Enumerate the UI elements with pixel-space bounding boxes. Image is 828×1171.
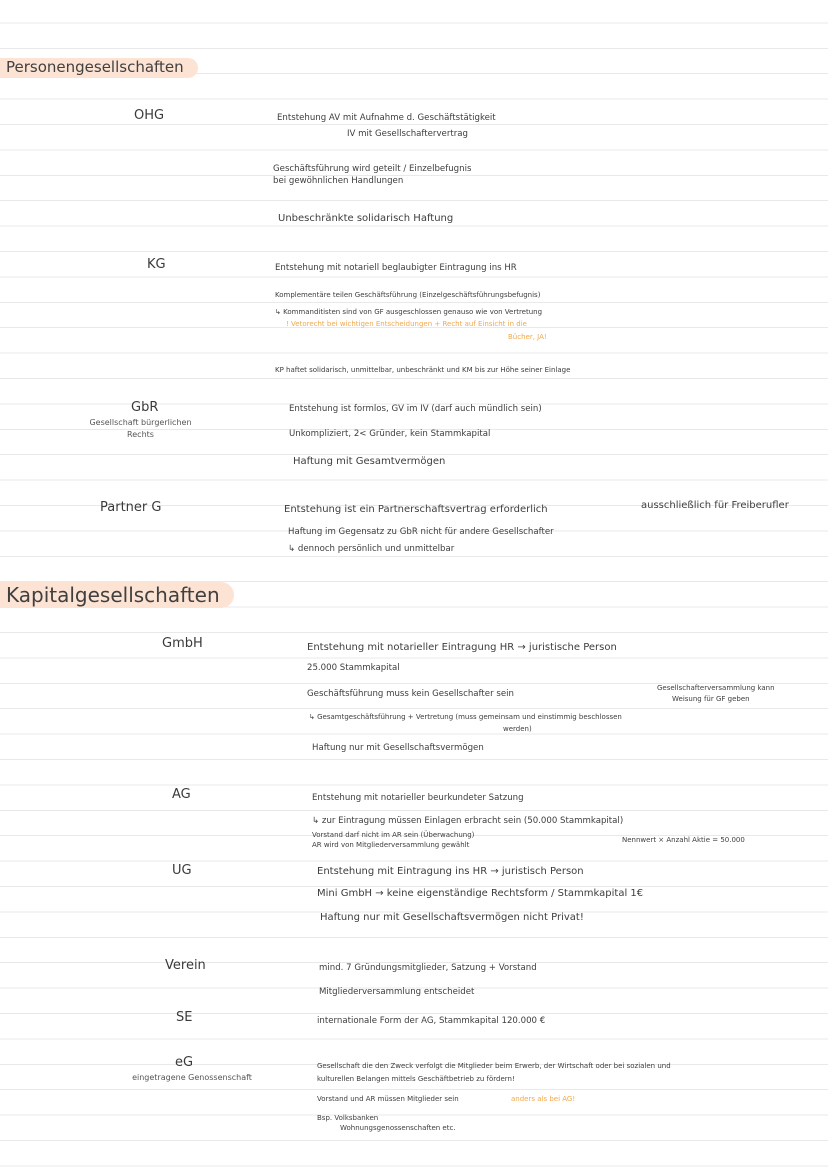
eg-line-4: anders als bei AG! [511,1095,576,1103]
ag-side-note: Nennwert × Anzahl Aktie = 50.000 [622,836,745,844]
partnerg-line-3: ↳ dennoch persönlich und unmittelbar [288,544,455,554]
gmbh-line-2: 25.000 Stammkapital [307,663,400,673]
ohg-line-1: Entstehung AV mit Aufnahme d. Geschäftstätigkeit [277,113,496,123]
gmbh-side-note-1: Gesellschafterversammlung kann [657,684,775,692]
heading-kapitalgesellschaften: Kapitalgesellschaften [0,582,234,608]
gmbh-side-note-2: Weisung für GF geben [672,695,750,703]
ohg-line-4: bei gewöhnlichen Handlungen [273,176,404,186]
ug-line-3: Haftung nur mit Gesellschaftsvermögen nicht Privat! [320,912,584,923]
partnerg-side-note: ausschließlich für Freiberufler [641,500,789,511]
ohg-line-3: Geschäftsführung wird geteilt / Einzelbefugnis [273,164,472,174]
ohg-line-5: Unbeschränkte solidarisch Haftung [278,213,454,224]
partnerg-line-2: Haftung im Gegensatz zu GbR nicht für andere Gesellschafter [288,527,554,537]
heading-personengesellschaften: Personengesellschaften [0,58,198,78]
partnerg-line-1: Entstehung ist ein Partnerschaftsvertrag erforderlich [284,504,548,515]
eg-subtitle: eingetragene Genossenschaft [132,1073,252,1082]
se-line-1: internationale Form der AG, Stammkapital 120.000 € [317,1016,546,1026]
gmbh-line-4: ↳ Gesamtgeschäftsführung + Vertretung (muss gemeinsam und einstimmig beschlossen [309,713,622,721]
verein-line-1: mind. 7 Gründungsmitglieder, Satzung + Vorstand [319,963,537,973]
term-partnerg: Partner G [100,500,162,515]
term-verein: Verein [165,958,206,973]
gbr-subtitle-1: Gesellschaft bürgerlichen [89,418,192,427]
kg-line-3: ↳ Kommanditisten sind von GF ausgeschlossen genauso wie von Vertretung [275,308,543,316]
eg-line-5: Bsp. Volksbanken [317,1114,379,1122]
term-kg: KG [147,257,166,272]
gbr-line-3: Haftung mit Gesamtvermögen [293,456,446,467]
gmbh-line-3: Geschäftsführung muss kein Gesellschafter sein [307,689,514,699]
gbr-line-1: Entstehung ist formlos, GV im IV (darf auch mündlich sein) [289,404,542,414]
term-gbr: GbR [131,400,159,415]
kg-line-1: Entstehung mit notariell beglaubigter Eintragung ins HR [275,263,517,273]
kg-line-2: Komplementäre teilen Geschäftsführung (Einzelgeschäftsführungsbefugnis) [275,291,541,299]
ag-line-2: ↳ zur Eintragung müssen Einlagen erbracht sein (50.000 Stammkapital) [312,816,624,826]
ug-line-1: Entstehung mit Eintragung ins HR → juristisch Person [317,866,584,877]
term-se: SE [176,1010,193,1025]
ag-line-3: Vorstand darf nicht im AR sein (Überwachung) [312,831,475,839]
term-eg: eG [175,1055,194,1070]
term-ohg: OHG [134,108,165,123]
gbr-subtitle-2: Rechts [127,430,154,439]
gmbh-line-6: Haftung nur mit Gesellschaftsvermögen [312,743,484,753]
ug-line-2: Mini GmbH → keine eigenständige Rechtsform / Stammkapital 1€ [317,888,644,899]
eg-line-6: Wohnungsgenossenschaften etc. [340,1124,456,1132]
kg-line-4: ! Vetorecht bei wichtigen Entscheidungen + Recht auf Einsicht in die [286,320,527,328]
gmbh-line-1: Entstehung mit notarieller Eintragung HR → juristische Person [307,642,617,653]
gmbh-line-5: werden) [503,725,532,733]
kg-line-5: Bücher, JA! [508,333,547,341]
eg-line-1: Gesellschaft die den Zweck verfolgt die Mitglieder beim Erwerb, der Wirtschaft oder bei sozialen und [317,1062,671,1070]
ohg-line-2: IV mit Gesellschaftervertrag [347,129,469,139]
eg-line-3: Vorstand und AR müssen Mitglieder sein [317,1095,459,1103]
verein-line-2: Mitgliederversammlung entscheidet [319,987,475,997]
term-gmbh: GmbH [162,636,203,651]
gbr-line-2: Unkompliziert, 2< Gründer, kein Stammkapital [289,429,491,439]
term-ag: AG [172,787,191,802]
ag-line-1: Entstehung mit notarieller beurkundeter Satzung [312,793,524,803]
term-ug: UG [172,863,192,878]
eg-line-2: kulturellen Belangen mittels Geschäftbetrieb zu fördern! [317,1075,515,1083]
kg-line-6: KP haftet solidarisch, unmittelbar, unbeschränkt und KM bis zur Höhe seiner Einlage [275,366,571,374]
ag-line-4: AR wird von Mitgliederversammlung gewählt [312,841,470,849]
